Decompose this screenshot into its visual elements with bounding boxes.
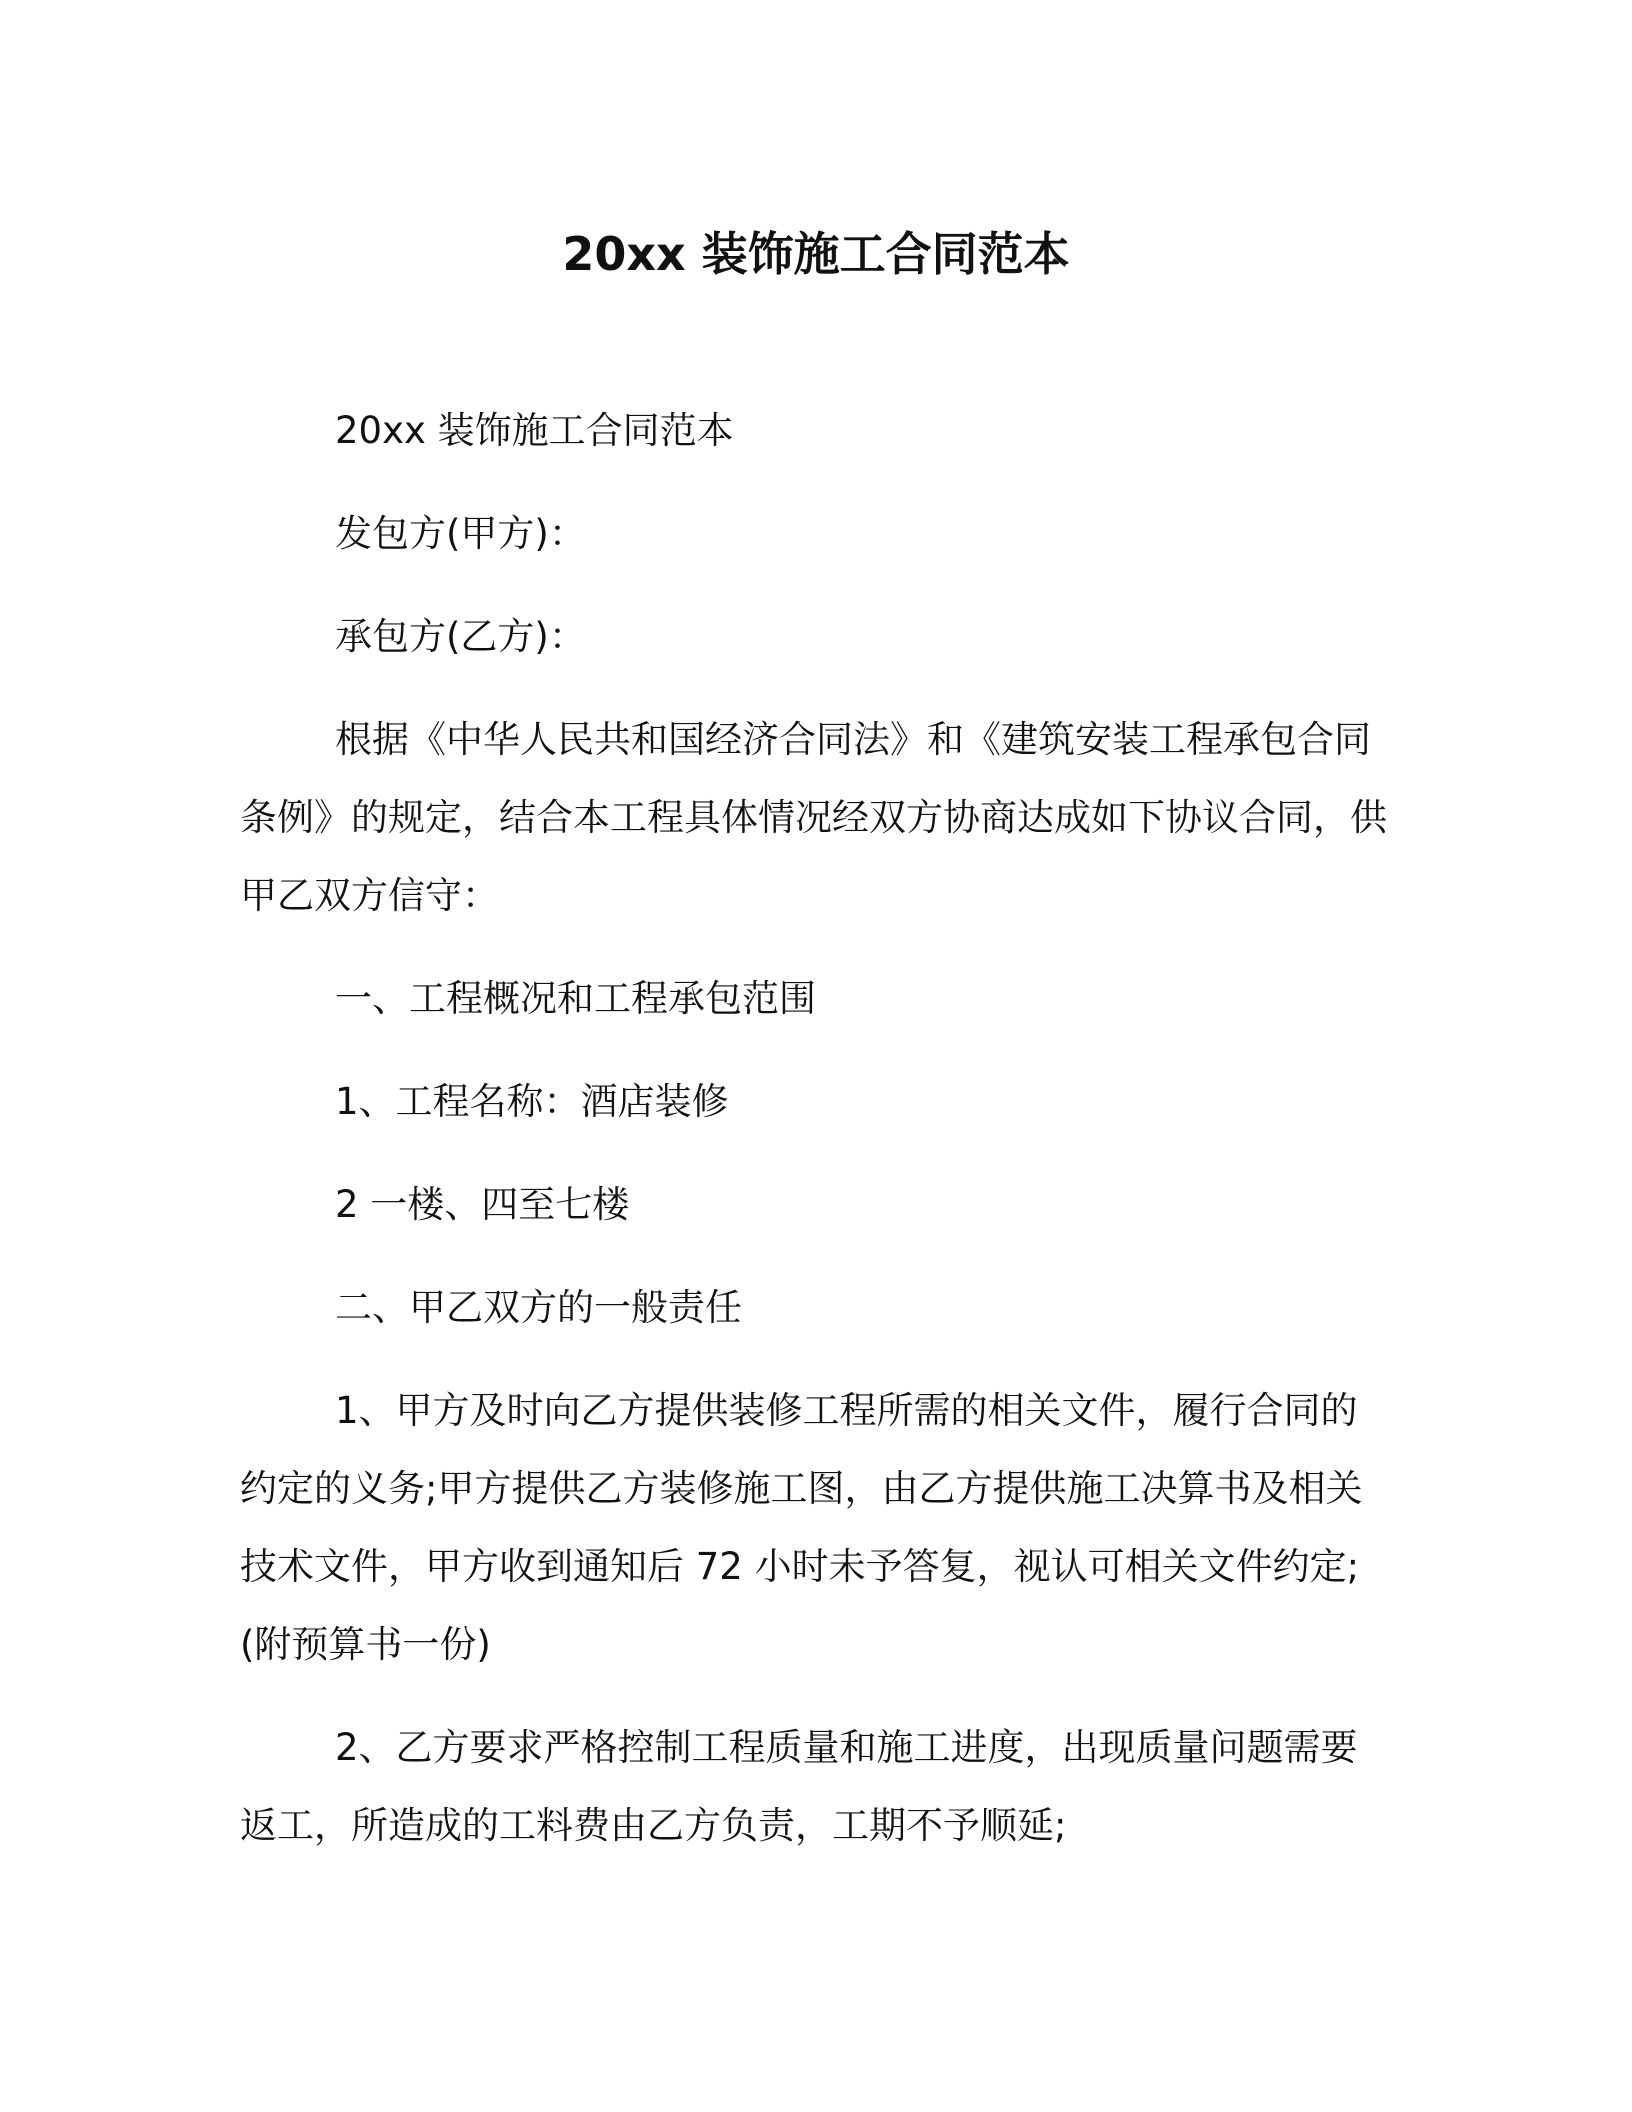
paragraph-project-name: 1、工程名称：酒店装修 [335, 1080, 729, 1123]
section-heading-2: 二、甲乙双方的一般责任 [335, 1286, 742, 1329]
paragraph-responsibility-2: 2、乙方要求严格控制工程质量和施工进度，出现质量问题需要返工，所造成的工料费由乙方负责，工期不予顺延; [240, 1726, 1358, 1847]
paragraph-preamble: 根据《中华人民共和国经济合同法》和《建筑安装工程承包合同条例》的规定，结合本工程具体情况经双方协商达成如下协议合同，供甲乙双方信守： [240, 718, 1387, 917]
paragraph-responsibility-1: 1、甲方及时向乙方提供装修工程所需的相关文件，履行合同的约定的义务;甲方提供乙方装修施工图，由乙方提供施工决算书及相关技术文件，甲方收到通知后 72 小时未予答复，视认可相关文件约定;(附预算书一份) [240, 1389, 1363, 1666]
section-heading-1: 一、工程概况和工程承包范围 [335, 977, 816, 1020]
paragraph-party-a: 发包方(甲方)： [335, 512, 586, 555]
paragraph-party-b: 承包方(乙方)： [335, 615, 586, 658]
paragraph-subtitle: 20xx 装饰施工合同范本 [335, 409, 734, 452]
paragraph-floors: 2 一楼、四至七楼 [335, 1183, 630, 1226]
document-title: 20xx 装饰施工合同范本 [562, 227, 1070, 281]
document-body [240, 392, 1390, 1890]
